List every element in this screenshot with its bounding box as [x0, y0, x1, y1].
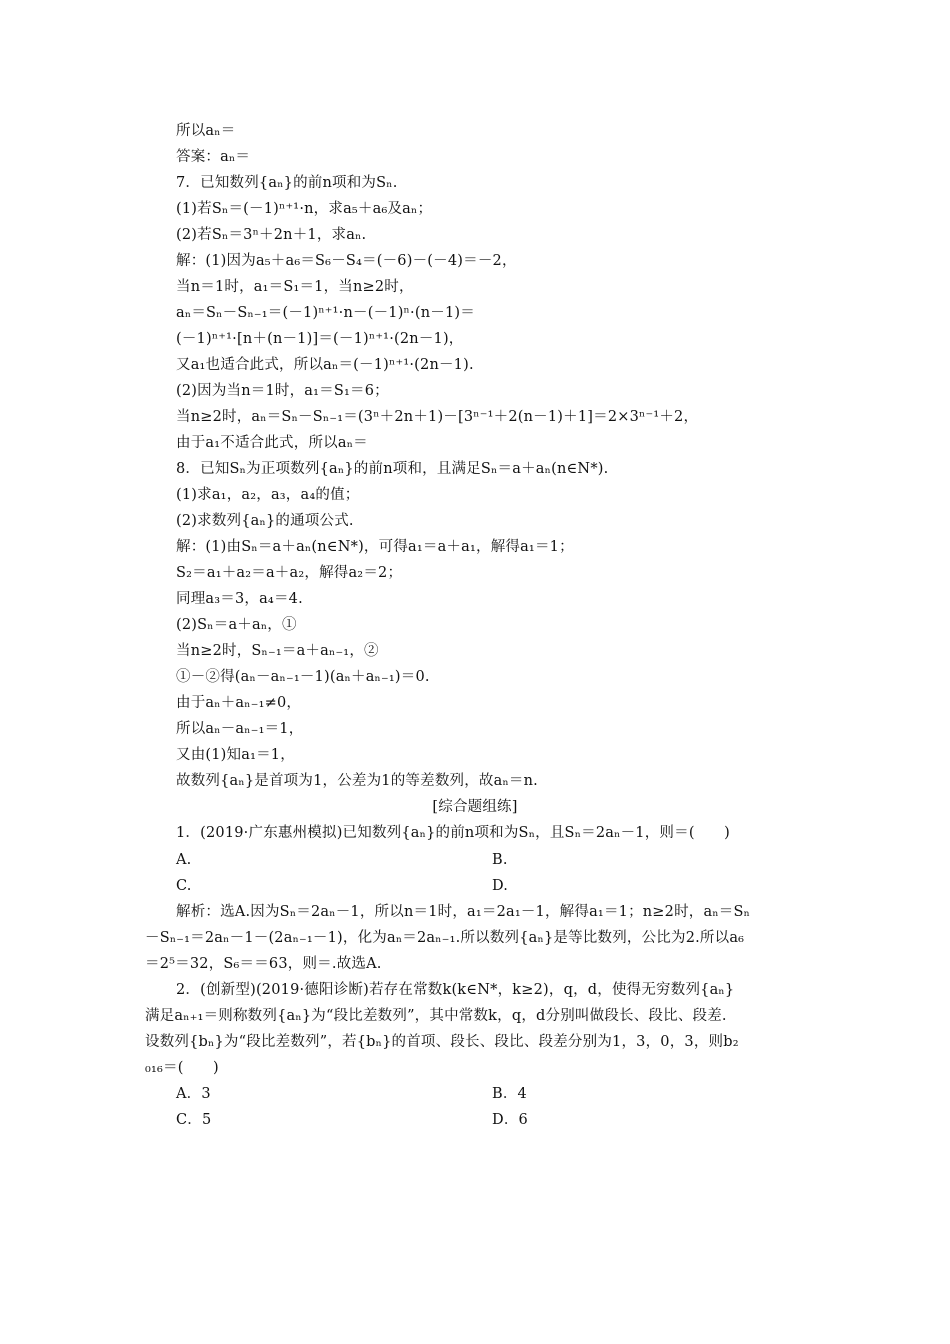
question-1-option-b: B. — [492, 852, 508, 868]
text-line: S₂＝a₁＋a₂＝a＋a₂，解得a₂＝2； — [176, 565, 403, 581]
text-line: 由于a₁不适合此式，所以aₙ＝ — [176, 435, 368, 451]
question-1-option-c: C. — [176, 878, 192, 894]
text-line: 当n＝1时，a₁＝S₁＝1，当n≥2时， — [176, 279, 414, 295]
text-line: (－1)ⁿ⁺¹·[n＋(n－1)]＝(－1)ⁿ⁺¹·(2n－1)， — [176, 331, 464, 347]
text-line: 又由(1)知a₁＝1， — [176, 747, 295, 763]
question-2-option-c: C．5 — [176, 1112, 212, 1128]
text-line: 又a₁也适合此式，所以aₙ＝(－1)ⁿ⁺¹·(2n－1). — [176, 357, 474, 373]
question-2-option-a: A．3 — [176, 1086, 211, 1102]
question-2-stem: 设数列{bₙ}为“段比差数列”，若{bₙ}的首项、段长、段比、段差分别为1，3，0，3，则b₂ — [145, 1034, 739, 1050]
text-line: (1)若Sₙ＝(－1)ⁿ⁺¹·n，求a₅＋a₆及aₙ； — [176, 201, 433, 217]
text-line: 由于aₙ＋aₙ₋₁≠0， — [176, 695, 302, 711]
text-line: 7．已知数列{aₙ}的前n项和为Sₙ. — [176, 175, 398, 191]
question-2-stem: 满足aₙ₊₁＝则称数列{aₙ}为“段比差数列”，其中常数k，q，d分别叫做段长、段比、段差. — [145, 1008, 727, 1024]
text-line: aₙ＝Sₙ－Sₙ₋₁＝(－1)ⁿ⁺¹·n－(－1)ⁿ·(n－1)＝ — [176, 305, 475, 321]
question-1-option-d: D. — [492, 878, 509, 894]
text-line: 当n≥2时，aₙ＝Sₙ－Sₙ₋₁＝(3ⁿ＋2n＋1)－[3ⁿ⁻¹＋2(n－1)＋1]＝2×3ⁿ⁻¹＋2， — [176, 409, 699, 425]
text-line: 所以aₙ－aₙ₋₁＝1， — [176, 721, 304, 737]
question-1-stem: 1．(2019·广东惠州模拟)已知数列{aₙ}的前n项和为Sₙ，且Sₙ＝2aₙ－1，则＝( ) — [176, 825, 730, 841]
question-1-solution: －Sₙ₋₁＝2aₙ－1－(2aₙ₋₁－1)，化为aₙ＝2aₙ₋₁.所以数列{aₙ}是等比数列，公比为2.所以a₆ — [145, 930, 745, 946]
text-line: 答案：aₙ＝ — [176, 149, 251, 165]
text-line: (2)求数列{aₙ}的通项公式. — [176, 513, 354, 529]
text-line: (2)Sₙ＝a＋aₙ，① — [176, 617, 297, 633]
text-line: (1)求a₁，a₂，a₃，a₄的值； — [176, 487, 360, 503]
text-line: (2)因为当n＝1时，a₁＝S₁＝6； — [176, 383, 389, 399]
text-line: 解：(1)因为a₅＋a₆＝S₆－S₄＝(－6)－(－4)＝－2， — [176, 253, 517, 269]
question-2-stem: 2．(创新型)(2019·德阳诊断)若存在常数k(k∈N*，k≥2)，q，d，使得无穷数列{aₙ} — [176, 982, 735, 998]
question-1-solution: ＝2⁵＝32，S₆＝＝63，则＝.故选A. — [145, 956, 382, 972]
question-2-stem: ₀₁₆＝( ) — [145, 1060, 219, 1076]
text-line: 故数列{aₙ}是首项为1，公差为1的等差数列，故aₙ＝n. — [176, 773, 538, 789]
question-1-option-a: A. — [176, 852, 192, 868]
section-title: [综合题组练] — [432, 799, 518, 815]
question-2-option-b: B．4 — [492, 1086, 527, 1102]
text-line: 解：(1)由Sₙ＝a＋aₙ(n∈N*)，可得a₁＝a＋a₁，解得a₁＝1； — [176, 539, 574, 555]
text-line: (2)若Sₙ＝3ⁿ＋2n＋1，求aₙ. — [176, 227, 367, 243]
question-2-option-d: D．6 — [492, 1112, 528, 1128]
question-1-solution: 解析：选A.因为Sₙ＝2aₙ－1，所以n＝1时，a₁＝2a₁－1，解得a₁＝1；n≥2时，aₙ＝Sₙ — [176, 904, 751, 920]
text-line: 当n≥2时，Sₙ₋₁＝a＋aₙ₋₁，② — [176, 643, 379, 659]
text-line: 8．已知Sₙ为正项数列{aₙ}的前n项和，且满足Sₙ＝a＋aₙ(n∈N*). — [176, 461, 609, 477]
text-line: 同理a₃＝3，a₄＝4. — [176, 591, 303, 607]
text-line: ①－②得(aₙ－aₙ₋₁－1)(aₙ＋aₙ₋₁)＝0. — [176, 669, 430, 685]
text-line: 所以aₙ＝ — [176, 123, 236, 139]
